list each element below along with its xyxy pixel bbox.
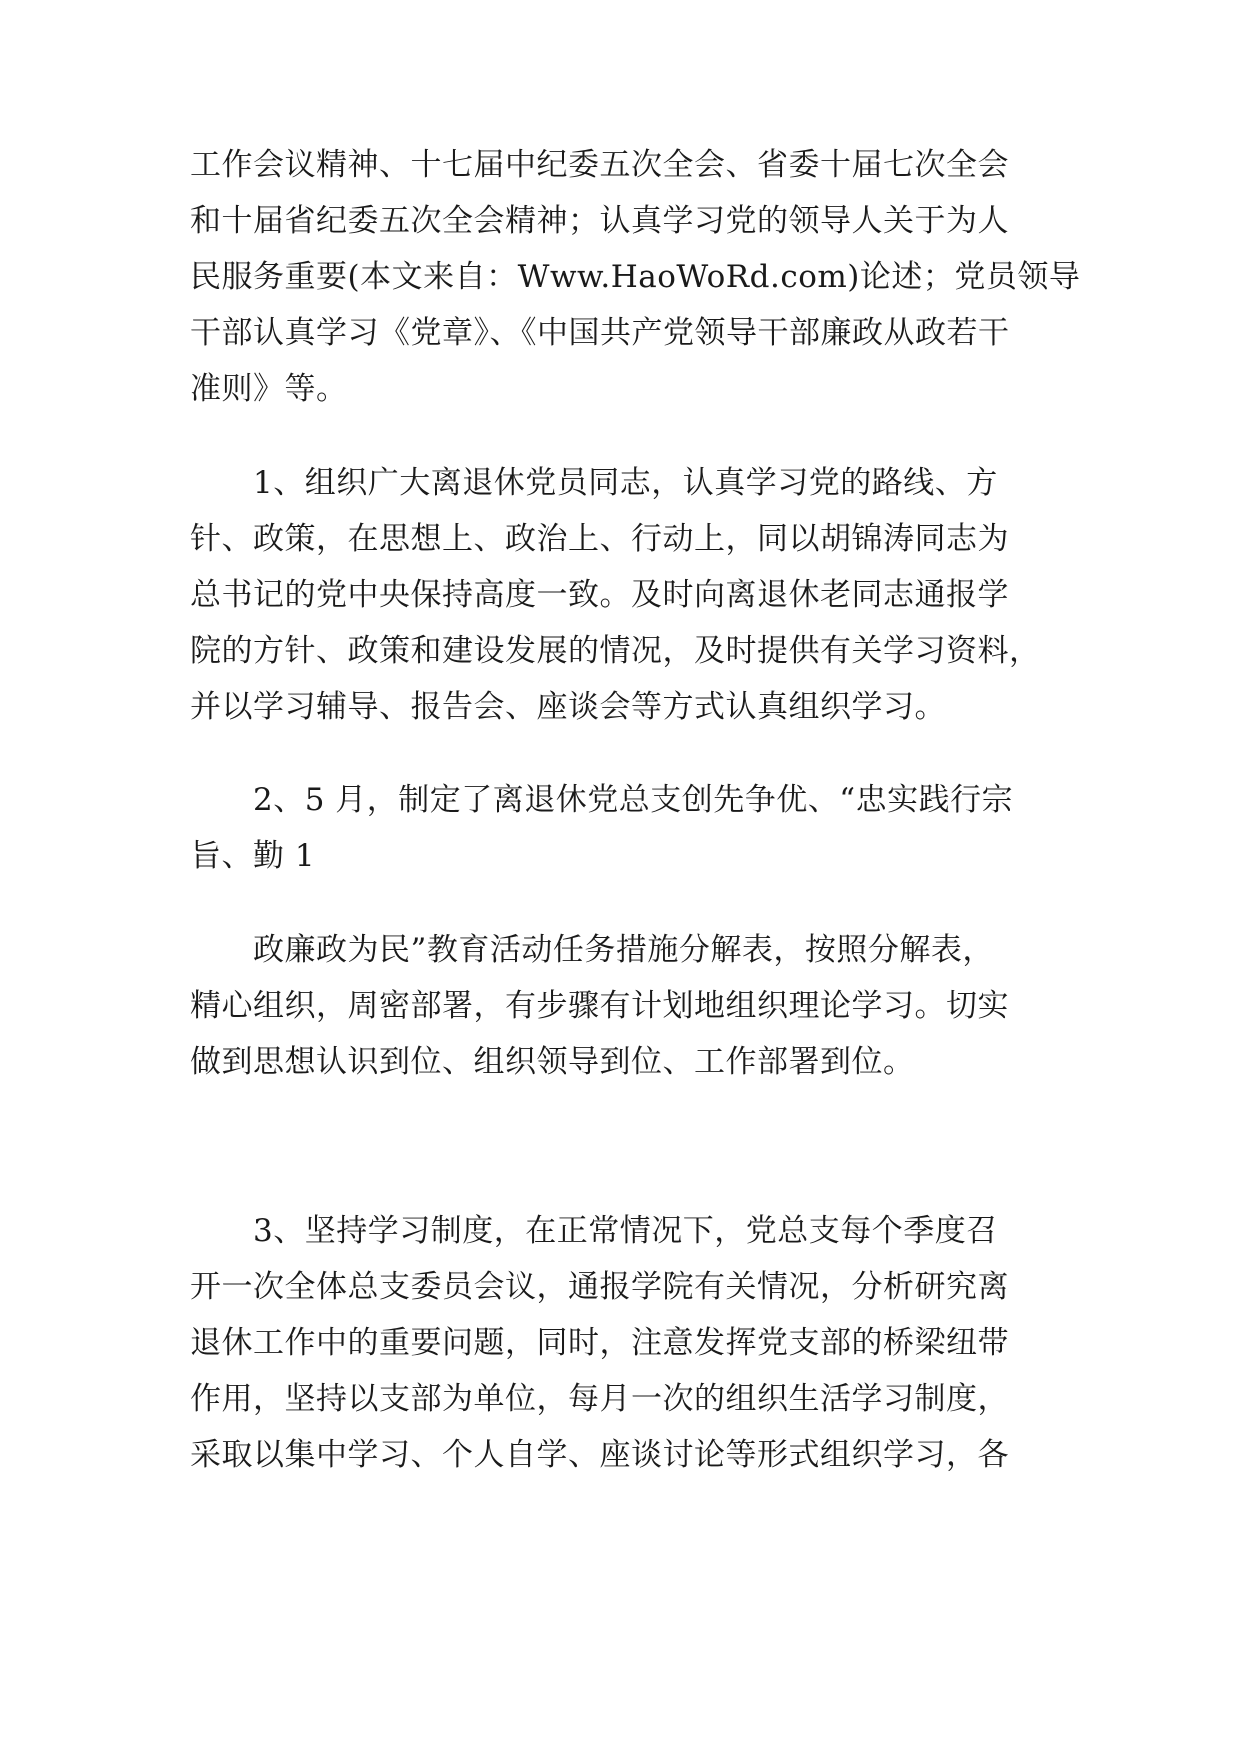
paragraph-line: 作用，坚持以支部为单位，每月一次的组织生活学习制度， [190, 1381, 1009, 1417]
paragraph-line: 干部认真学习《党章》、《中国共产党领导干部廉政从政若干 [190, 315, 1010, 351]
paragraph-line: 和十届省纪委五次全会精神；认真学习党的领导人关于为人 [190, 203, 1009, 239]
paragraph-line: 退休工作中的重要问题，同时，注意发挥党支部的桥梁纽带 [190, 1325, 1009, 1361]
paragraph-line: 并以学习辅导、报告会、座谈会等方式认真组织学习。 [190, 689, 946, 725]
paragraph-line: 工作会议精神、十七届中纪委五次全会、省委十届七次全会 [190, 147, 1009, 183]
paragraph-line: 针、政策，在思想上、政治上、行动上，同以胡锦涛同志为 [190, 521, 1009, 557]
paragraph-line: 开一次全体总支委员会议，通报学院有关情况，分析研究离 [190, 1269, 1009, 1305]
paragraph-line: 总书记的党中央保持高度一致。及时向离退休老同志通报学 [190, 577, 1009, 613]
paragraph-line: 旨、勤 1 [190, 838, 316, 874]
paragraph-line: 精心组织，周密部署，有步骤有计划地组织理论学习。切实 [190, 988, 1009, 1024]
paragraph-line: 3、坚持学习制度，在正常情况下，党总支每个季度召 [190, 1213, 998, 1249]
paragraph-line: 2、5 月，制定了离退休党总支创先争优、“忠实践行宗 [190, 782, 1014, 818]
paragraph-line: 1、组织广大离退休党员同志，认真学习党的路线、方 [190, 465, 998, 501]
paragraph-line: 民服务重要(本文来自：Www.HaoWoRd.com)论述；党员领导 [190, 259, 1081, 295]
paragraph-line: 采取以集中学习、个人自学、座谈讨论等形式组织学习，各 [190, 1437, 1009, 1473]
paragraph-line: 准则》等。 [190, 371, 348, 407]
paragraph-line: 政廉政为民”教育活动任务措施分解表，按照分解表， [190, 932, 994, 968]
paragraph-line: 做到思想认识到位、组织领导到位、工作部署到位。 [190, 1044, 915, 1080]
paragraph-line: 院的方针、政策和建设发展的情况，及时提供有关学习资料， [190, 633, 1041, 669]
